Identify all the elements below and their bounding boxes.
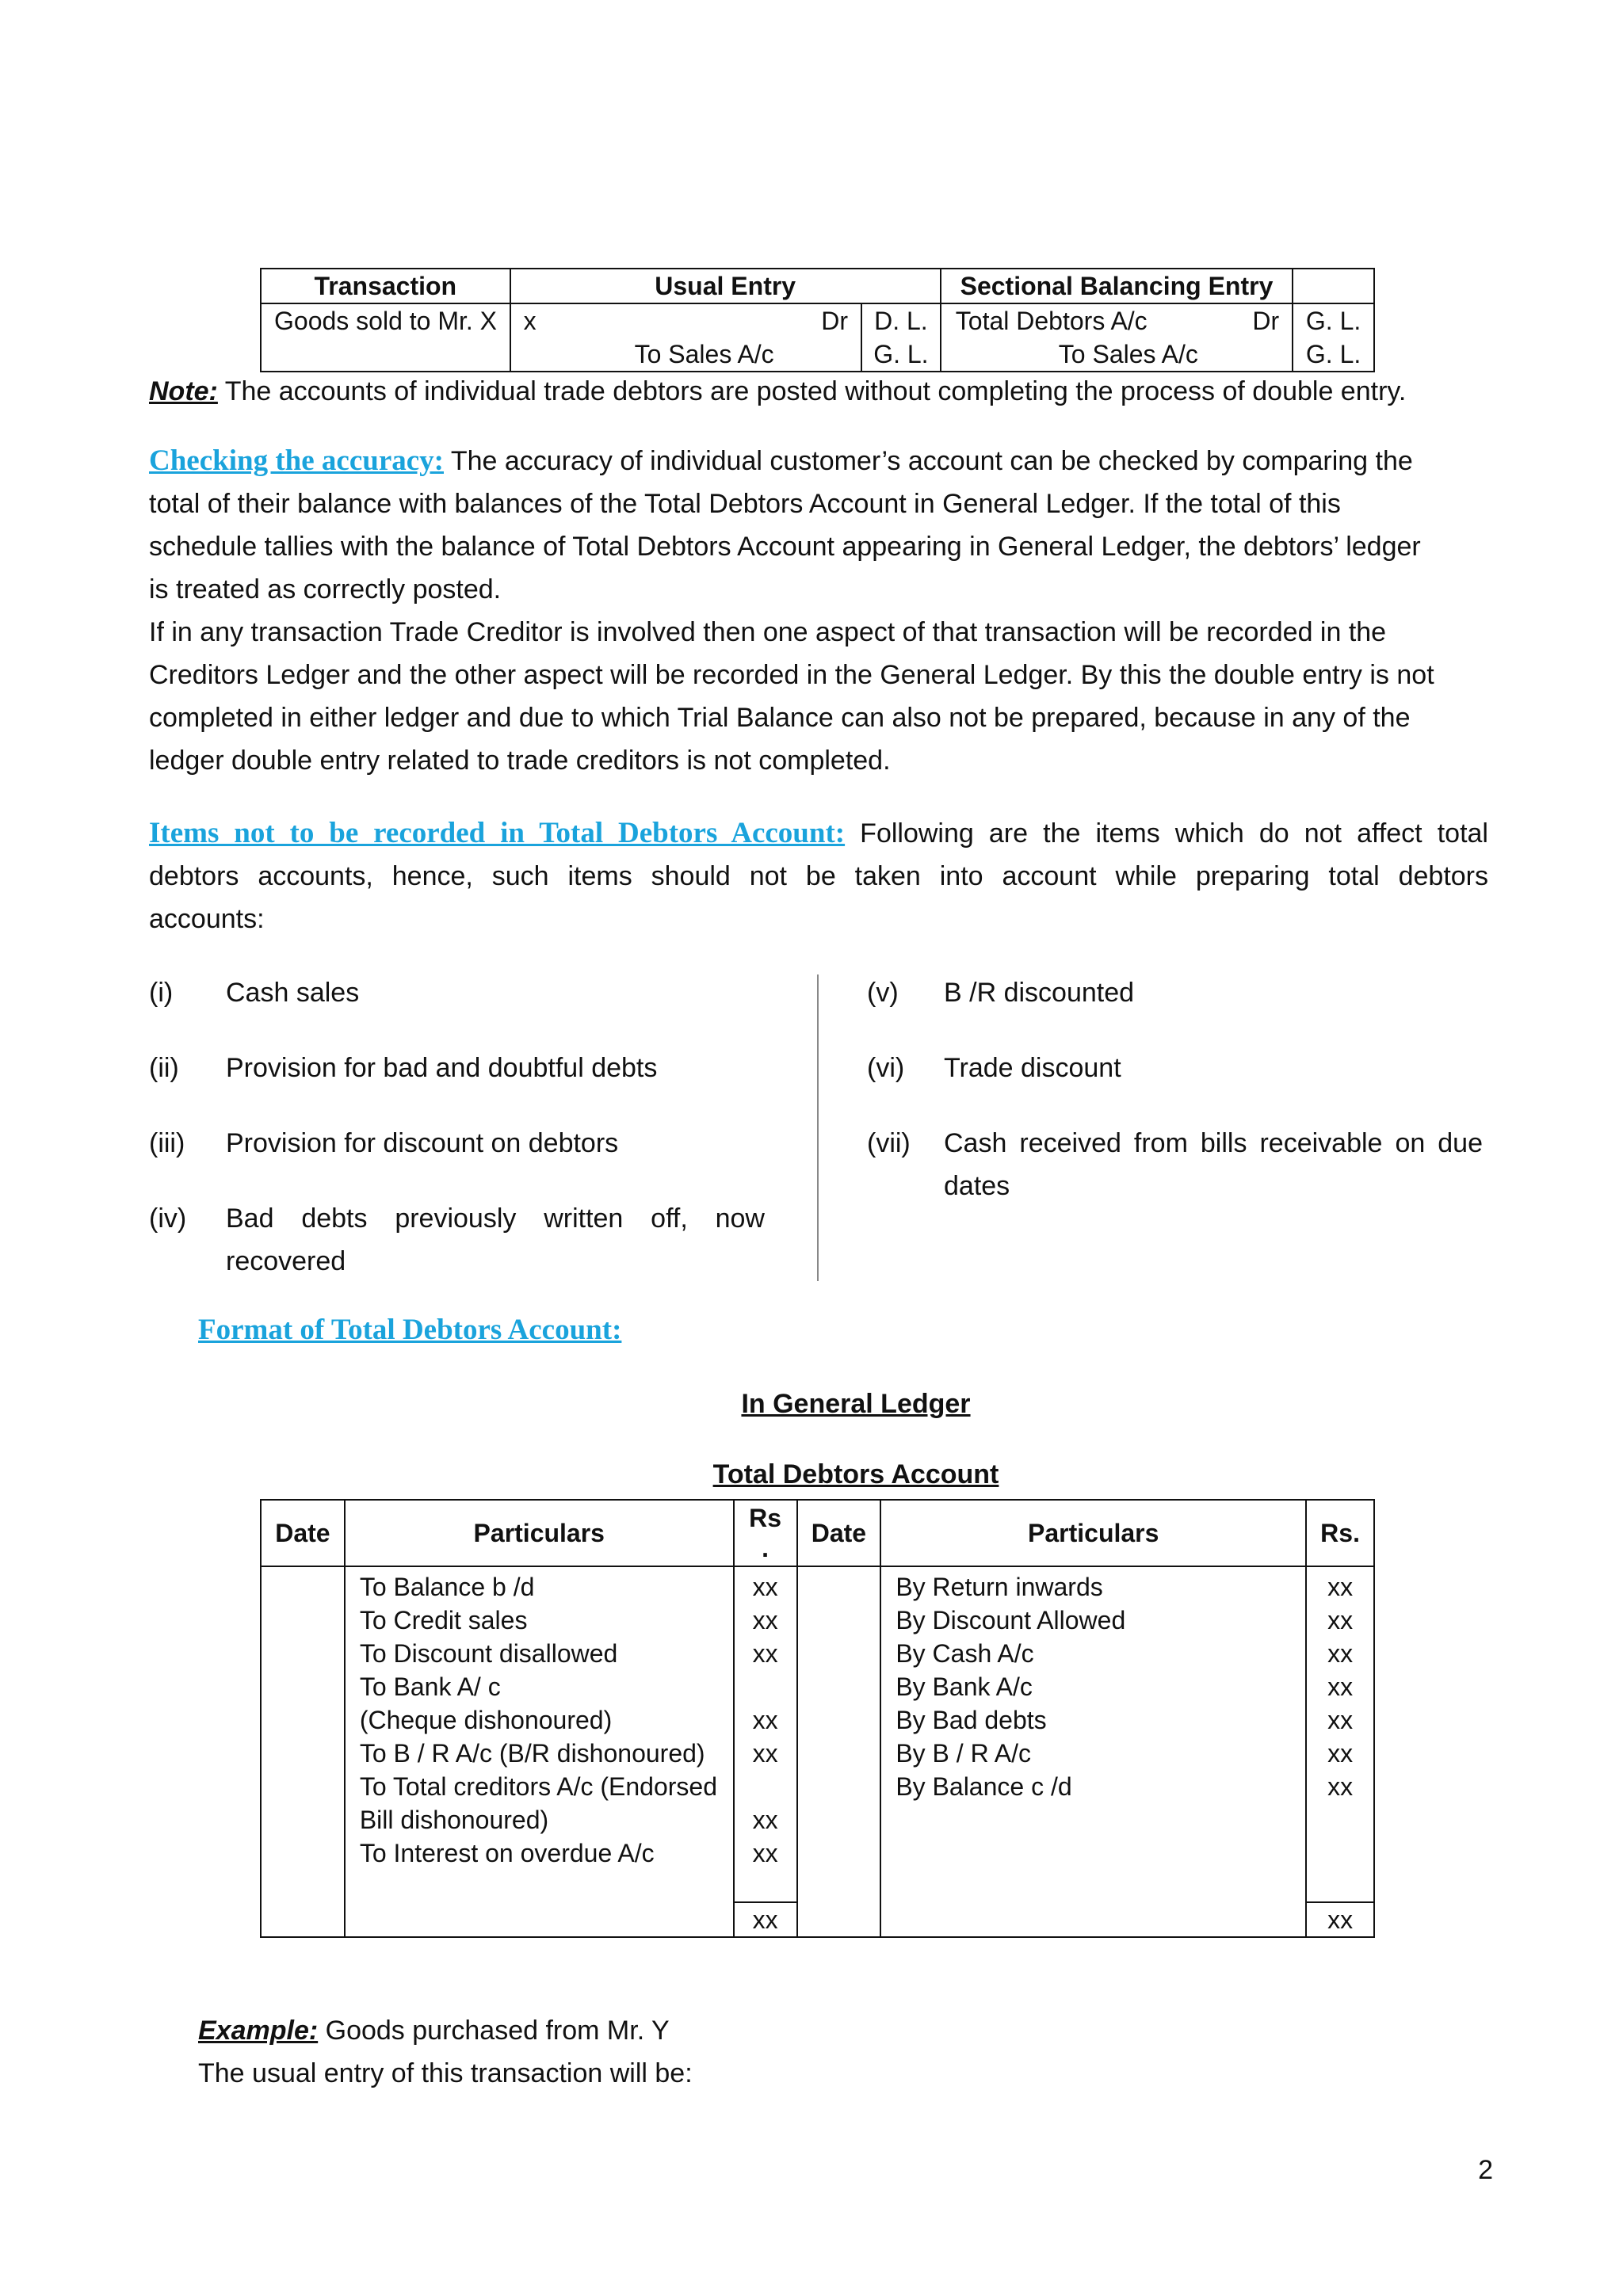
debit-amounts-cell [734,1566,797,1902]
items-line: Following are the items which do not affect total [845,818,1488,849]
example-line: The usual entry of this transaction will be: [198,2058,693,2088]
items-paragraph [149,812,1488,940]
ledger-header-row [261,1500,1374,1566]
page-number: 2 [1478,2155,1493,2185]
checking-line: total of their balance with balances of the Total Debtors Account in General Ledger. If the total of this [149,489,1341,519]
item-number: (ii) [149,1053,179,1083]
credit-date-cell [797,1566,881,1937]
debit-particulars-cell [345,1566,734,1937]
checking-paragraph [149,440,1488,782]
item-text: recovered [226,1246,346,1276]
list-item [867,1122,1493,1209]
note-label: Note: [149,376,218,406]
sectional-ledger-2: G. L. [1305,340,1361,368]
credit-particular: By Balance c /d [896,1772,1072,1801]
header-blank [1293,269,1374,303]
debit-amount: xx [752,1639,778,1668]
credit-particular: By Discount Allowed [896,1606,1126,1634]
header-rs-credit: Rs. [1306,1500,1374,1566]
cell-usual-entry [510,303,861,372]
debit-particular: To Bank A/ c [359,1672,501,1701]
column-divider [817,974,819,1281]
header-rs-debit [734,1500,797,1566]
item-text: Trade discount [944,1053,1121,1083]
debit-amount: xx [752,1806,778,1834]
debit-particular: To B / R A/c (B/R dishonoured) [359,1739,705,1768]
usual-ledger-2: G. L. [873,340,929,368]
example-paragraph [198,2009,1466,2095]
debit-particular: (Cheque dishonoured) [359,1706,613,1734]
usual-credit-account: To Sales A/c [634,340,774,368]
debit-particular: To Balance b /d [359,1573,535,1601]
sectional-debit-account: Total Debtors A/c [955,307,1148,335]
debit-amount: xx [752,1706,778,1734]
list-item [149,1197,783,1284]
header-usual-entry: Usual Entry [510,269,941,303]
note-paragraph [149,370,1496,413]
credit-particular: By B / R A/c [896,1739,1032,1768]
credit-amount: xx [1327,1672,1354,1701]
example-text: Goods purchased from Mr. Y [318,2016,670,2046]
debit-amount: xx [752,1606,778,1634]
header-particulars-credit: Particulars [880,1500,1306,1566]
sectional-ledger-1: G. L. [1305,307,1361,335]
debit-amount: xx [752,1839,778,1867]
credit-amount: xx [1327,1706,1354,1734]
credit-particular: By Bank A/c [896,1672,1033,1701]
items-heading: Items not to be recorded in Total Debtors Account: [149,817,846,849]
debit-amount: xx [752,1739,778,1768]
checking-line: The accuracy of individual customer’s account can be checked by comparing the [444,446,1413,476]
debit-particular: To Interest on overdue A/c [359,1839,655,1867]
items-line: debtors accounts, hence, such items should not be taken into account while preparing total debtors [149,861,1488,891]
item-number: (iv) [149,1203,187,1234]
table-header-row [261,269,1374,303]
checking-line: Creditors Ledger and the other aspect will be recorded in the General Ledger. By this the double entry is not [149,660,1434,690]
item-text: Bad debts previously written off, now [226,1203,765,1234]
credit-particular: By Cash A/c [896,1639,1034,1668]
item-text: B /R discounted [944,978,1135,1008]
cell-sectional-entry [941,303,1293,372]
debit-particular: Bill dishonoured) [359,1806,549,1834]
item-number: (v) [867,978,899,1008]
item-number: (i) [149,978,174,1008]
debit-amount: xx [752,1573,778,1601]
credit-particular: By Bad debts [896,1706,1047,1734]
item-text: dates [944,1171,1010,1201]
checking-line: schedule tallies with the balance of Total Debtors Account appearing in General Ledger, the debtors’ ledger [149,532,1421,562]
header-rs-dot: . [762,1534,769,1562]
checking-line: is treated as correctly posted. [149,574,502,605]
debit-particular: To Discount disallowed [359,1639,618,1668]
items-line: accounts: [149,904,265,934]
header-date-credit: Date [797,1500,881,1566]
debit-particular: To Credit sales [359,1606,528,1634]
credit-amounts-cell [1306,1566,1374,1902]
credit-total: xx [1306,1902,1374,1937]
checking-line: completed in either ledger and due to which Trial Balance can also not be prepared, because in any of the [149,703,1411,733]
usual-dr-label: Dr [821,307,848,335]
checking-line: If in any transaction Trade Creditor is involved then one aspect of that transaction will be recorded in the [149,617,1387,647]
total-debtors-title: Total Debtors Account [712,1459,999,1489]
usual-ledger-1: D. L. [874,307,928,335]
cell-transaction [261,303,510,372]
debit-particular: To Total creditors A/c (Endorsed [359,1772,717,1801]
header-sectional-entry: Sectional Balancing Entry [941,269,1293,303]
item-number: (iii) [149,1128,185,1158]
cell-usual-ledger [861,303,941,372]
credit-amount: xx [1327,1772,1354,1801]
item-text: Cash sales [226,978,360,1008]
total-debtors-ledger-table [260,1499,1375,1938]
example-label: Example: [198,2016,319,2046]
header-rs-text: Rs [749,1504,782,1532]
debit-total: xx [734,1902,797,1937]
credit-particulars-cell [880,1566,1306,1937]
item-number: (vi) [867,1053,905,1083]
transaction-text: Goods sold to Mr. X [274,307,498,335]
header-particulars-debit: Particulars [345,1500,734,1566]
credit-amount: xx [1327,1606,1354,1634]
credit-particular: By Return inwards [896,1573,1103,1601]
header-transaction: Transaction [261,269,510,303]
general-ledger-subheading: In General Ledger [741,1389,971,1419]
debit-amount [735,1770,796,1803]
transaction-entry-table [260,268,1375,372]
credit-amount: xx [1327,1639,1354,1668]
checking-heading: Checking the accuracy: [149,444,444,477]
debit-date-cell [261,1566,345,1937]
table-row [261,303,1374,372]
format-heading-block [198,1309,621,1352]
credit-amount: xx [1327,1573,1354,1601]
format-heading: Format of Total Debtors Account: [198,1314,622,1346]
sectional-credit-account: To Sales A/c [1058,340,1198,368]
item-text: Provision for discount on debtors [226,1128,619,1158]
item-number: (vii) [867,1128,911,1158]
debit-amount [735,1670,796,1703]
credit-amount: xx [1327,1739,1354,1768]
ledger-body-row [261,1566,1374,1902]
cell-sectional-ledger [1293,303,1374,372]
note-text: The accounts of individual trade debtors are posted without completing the process of double entry. [217,376,1407,406]
item-text: Provision for bad and doubtful debts [226,1053,658,1083]
item-text: Cash received from bills receivable on due [944,1128,1483,1158]
checking-line: ledger double entry related to trade creditors is not completed. [149,746,891,776]
usual-debit-account: x [523,307,537,335]
header-date-debit: Date [261,1500,345,1566]
sectional-dr-label: Dr [1252,307,1280,335]
